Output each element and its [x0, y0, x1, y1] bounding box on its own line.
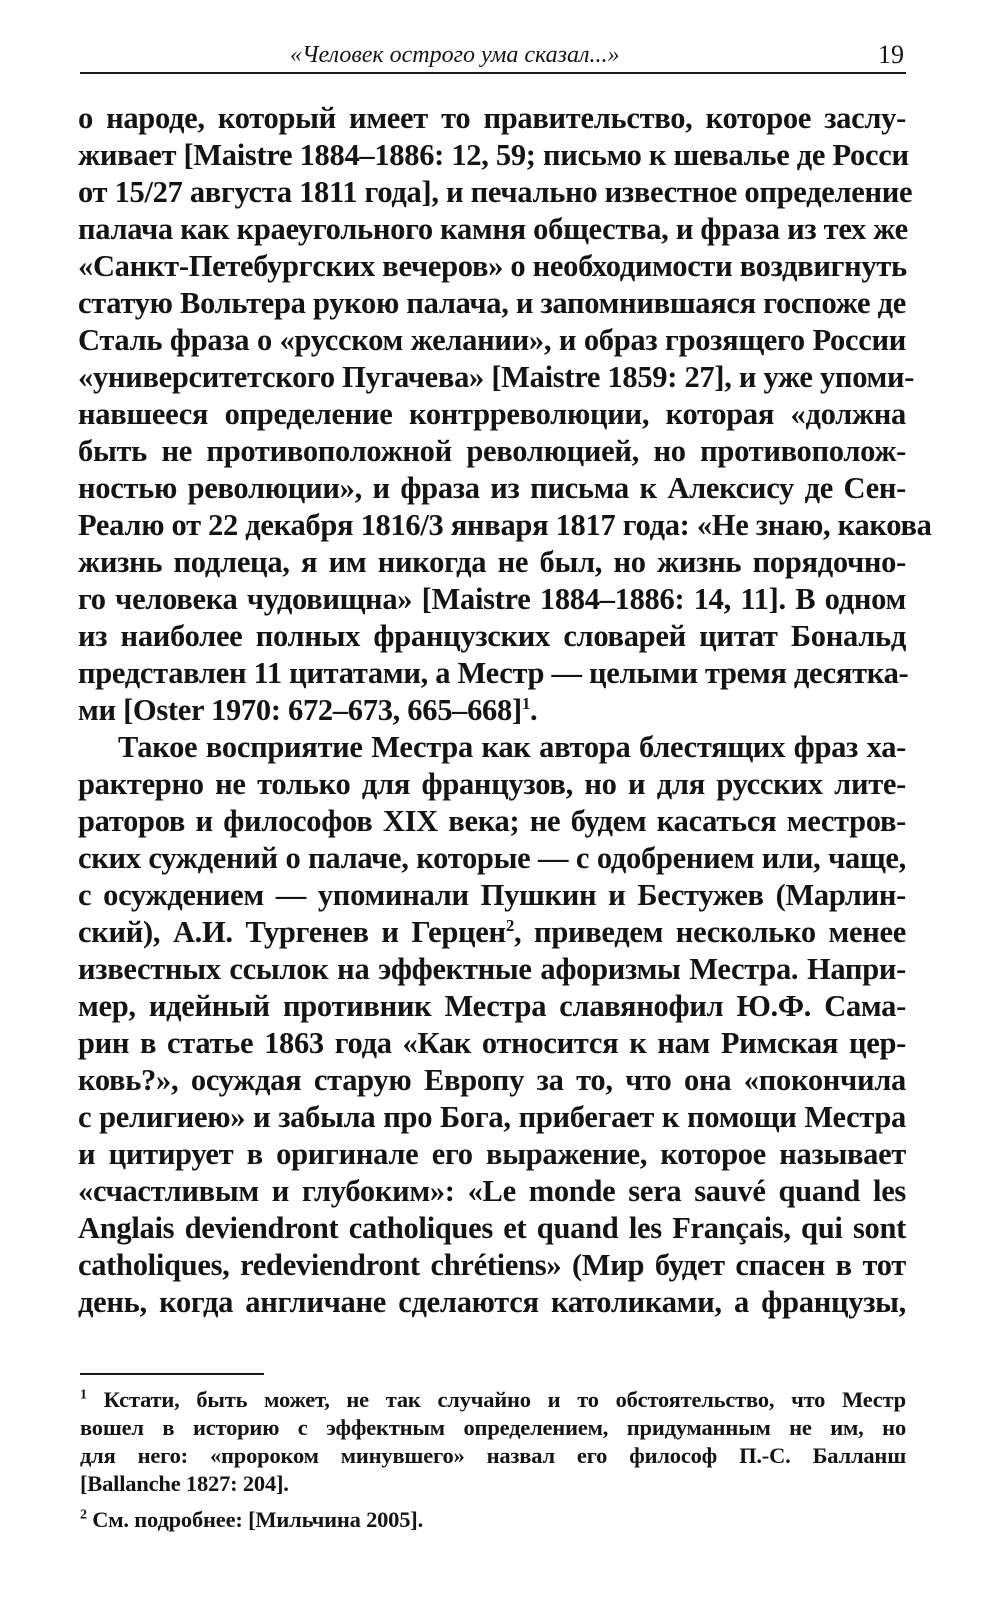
text-line: рактерно не только для французов, но и для русских лите- [78, 767, 906, 801]
text-line: от 15/27 августа 1811 года], и печально известное определение [78, 175, 913, 209]
footnotes [80, 1386, 906, 1534]
text-segment: , приведем несколько менее [514, 915, 906, 949]
footnote-ref-2[interactable]: 2 [505, 915, 515, 935]
text-line: Anglais deviendront catholiques et quand les Français, qui sont [78, 1211, 906, 1245]
text-line: ских суждений о палаче, которые — с одобрением или, чаще, [78, 841, 906, 875]
text-line: го человека чудовищна» [Maistre 1884–1886: 14, 11]. В одном [78, 582, 906, 616]
text-line: с религиею» и забыла про Бога, прибегает к помощи Местра [78, 1100, 906, 1134]
footnote-divider [80, 1373, 264, 1375]
main-text [78, 100, 932, 1321]
footnote-1-line [80, 1386, 906, 1414]
text-line: и цитирует в оригинале его выражение, которое называет [78, 1137, 906, 1171]
footnote-1-line: [Ballanche 1827: 204]. [80, 1471, 289, 1496]
text-line: «университетского Пугачева» [Maistre 1859: 27], и уже упоми- [78, 360, 915, 394]
text-line: представлен 11 цитатами, а Местр — целыми тремя десятка- [78, 656, 909, 690]
text-line: Сталь фраза о «русском желании», и образ грозящего России [78, 323, 906, 357]
text-line: Такое восприятие Местра как автора блестящих фраз ха- [118, 730, 906, 764]
text-line: «Санкт-Петебургских вечеров» о необходимости воздвигнуть [78, 249, 907, 283]
text-segment: ский), А.И. Тургенев и Герцен [78, 915, 506, 949]
text-line: catholiques, redeviendront chrétiens» (Мир будет спасен в тот [78, 1248, 906, 1282]
text-line: ностью революции», и фраза из письма к Алексису де Сен- [78, 471, 906, 505]
text-segment: Кстати, быть может, не так случайно и то обстоятельство, что Местр [103, 1387, 906, 1412]
running-header [80, 38, 906, 74]
text-line: живает [Maistre 1884–1886: 12, 59; письмо к шевалье де Росси [78, 138, 909, 172]
text-line: из наиболее полных французских словарей цитат Бональд [78, 619, 906, 653]
text-line: навшееся определение контрреволюции, которая «должна [78, 397, 906, 431]
text-line: быть не противоположной революцией, но противополож- [78, 434, 906, 468]
footnote-ref-1[interactable]: 1 [521, 693, 531, 713]
text-line: жизнь подлеца, я им никогда не был, но жизнь порядочно- [78, 545, 906, 579]
footnote-1-line: для него: «пророком минувшего» назвал его философ П.-С. Балланш [80, 1443, 906, 1468]
text-line: палача как краеугольного камня общества, и фраза из тех же [78, 212, 908, 246]
text-line: «счастливым и глубоким»: «Le monde sera sauvé quand les [78, 1174, 906, 1208]
footnote-2-line [80, 1506, 906, 1534]
footnote-1-line: вошел в историю с эффектным определением, придуманным не им, но [80, 1415, 906, 1440]
text-line: статую Вольтера рукою палача, и запомнившаяся госпоже де [78, 286, 906, 320]
running-title: «Человек острого ума сказал...» [290, 42, 620, 68]
footnote-1-marker: 1 [80, 1387, 87, 1403]
text-line: мер, идейный противник Местра славянофил Ю.Ф. Сама- [78, 989, 906, 1023]
text-line: известных ссылок на эффектные афоризмы Местра. Напри- [78, 952, 906, 986]
text-line: ми [Oster 1970: 672–673, 665–668]$^1$. [78, 693, 538, 727]
page-number: 19 [878, 40, 904, 69]
text-line: раторов и философов XIX века; не будем касаться местров- [78, 804, 906, 838]
text-line [78, 914, 906, 951]
text-line: Реалю от 22 декабря 1816/3 января 1817 года: «Не знаю, какова [78, 508, 932, 542]
text-line: о народе, который имеет то правительство, которое заслу- [78, 101, 906, 135]
text-line: с осуждением — упоминали Пушкин и Бестужев (Марлин- [78, 878, 906, 912]
footnote-2-marker: 2 [80, 1507, 87, 1523]
text-segment: ми [Oster 1970: 672–673, 665–668] [78, 693, 522, 727]
text-line: ковь?», осуждая старую Европу за то, что она «покончила [78, 1063, 906, 1097]
text-line: день, когда англичане сделаются католиками, а французы, [78, 1285, 906, 1319]
text-line: рин в статье 1863 года «Как относится к нам Римская цер- [78, 1026, 906, 1060]
text-segment: См. подробнее: [Мильчина 2005]. [92, 1507, 424, 1532]
